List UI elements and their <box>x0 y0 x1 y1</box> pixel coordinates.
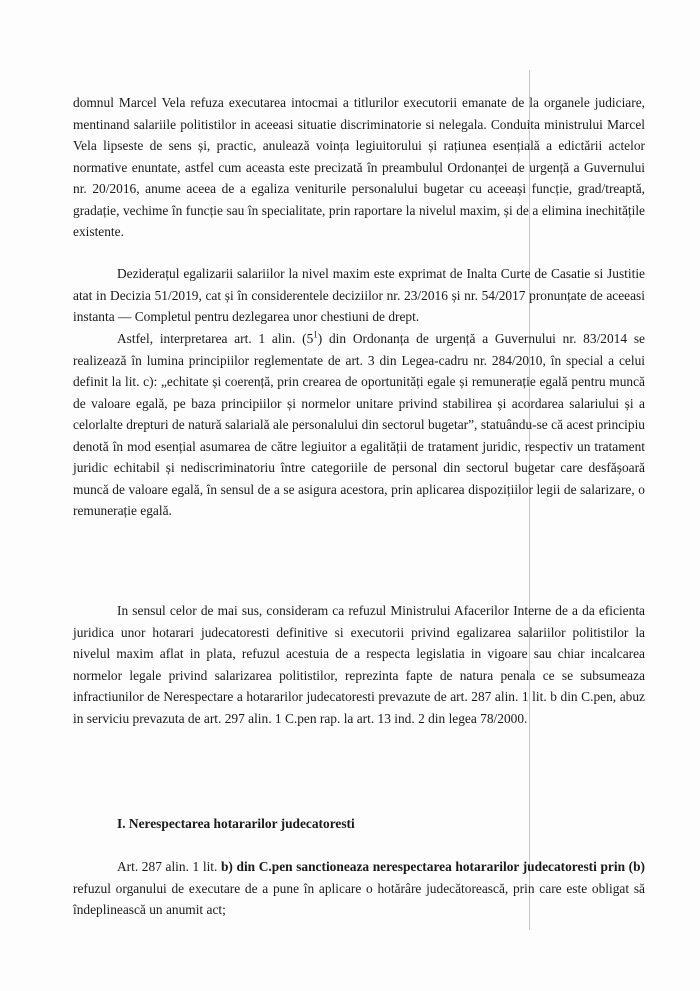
paragraph-3 <box>73 328 645 522</box>
section-heading: I. Nerespectarea hotararilor judecatoresti <box>117 816 355 831</box>
paragraph-5 <box>73 856 645 921</box>
paragraph-4: In sensul celor de mai sus, consideram ca refuzul Ministrului Afacerilor Interne de a da eficienta juridica unor hotarari judecatoresti definitive si executorii privind egalizarea salariilor politistilor la nivelul maxim aflat in plata, refuzul acestuia de a respecta legislatia in vigoare sau chiar incalcarea normelor legale privind salarizarea politistilor, reprezinta fapte de natura penala ce se subsumeaza infractiunilor de Nerespectare a hotararilor judecatoresti prevazute de art. 287 alin. 1 lit. b din C.pen, abuz in serviciu prevazuta de art. 297 alin. 1 C.pen rap. la art. 13 ind. 2 din legea 78/2000. <box>73 603 645 726</box>
superscript-1: 1 <box>313 329 318 340</box>
paragraph-5-end: refuzul organului de executare de a pune în aplicare o hotărâre judecătorească, prin care este obligat să îndeplinească un anumit act; <box>73 880 645 917</box>
paragraph-5-bold: b) din C.pen sanctioneaza nerespectarea hotararilor judecatoresti prin (b) <box>220 859 645 874</box>
paragraph-3-rest: ) din Ordonanța de urgență a Guvernului nr. 83/2014 se realizează în lumina principiilor reglementate de art. 3 din Legea-cadru nr. 284/2010, în special a celui definit la lit. c): „echitate și coerență, prin crearea de oportunități egale și remunerație egală pentru muncă de valoare egală, pe baza principiilor și normelor unitare privind stabilirea și acordarea salariului și a celorlalte drepturi de natură salarială ale personalului din sectorul bugetar”, statuându-se că acest principiu denotă în mod esențial asumarea de către legiuitor a egalității de tratament juridic, respectiv un tratament juridic echitabil și nediscriminatoriu între categoriile de personal din sectorul bugetar care desfășoară muncă de valoare egală, în sensul de a se asigura acestora, prin aplicarea dispozițiilor legii de salarizare, o remunerație egală. <box>73 331 645 518</box>
paragraph-3-start: Astfel, interpretarea art. 1 alin. (5 <box>117 331 314 346</box>
paragraph-5-start: Art. 287 alin. 1 lit. <box>117 859 221 874</box>
paragraph-2: Deziderațul egalizarii salariilor la nivel maxim este exprimat de Inalta Curte de Casatie si Justitie atat in Decizia 51/2019, cat și în considerentele deciziilor nr. 23/2016 și nr. 54/2017 pronunțate de aceeasi instanta — Completul pentru dezlegarea unor chestiuni de drept. <box>73 266 645 324</box>
paragraph-1: domnul Marcel Vela refuza executarea intocmai a titlurilor executorii emanate de la organele judiciare, mentinand salariile politistilor in aceeasi situatie discriminatorie si nelegala. Conduita ministrului Marcel Vela lipseste de sens și, practic, anulează voința legiuitorului și rațiunea esențială a edictării actelor normative enuntate, astfel cum aceasta este precizată în preambulul Ordonanței de urgență a Guvernului nr. 20/2016, anume aceea de a egaliza veniturile personalului bugetar cu aceeași funcție, grad/treaptă, gradație, vechime în funcție sau în specialitate, prin raportare la nivelul maxim, și de a elimina inechitățile existente. <box>73 95 645 239</box>
